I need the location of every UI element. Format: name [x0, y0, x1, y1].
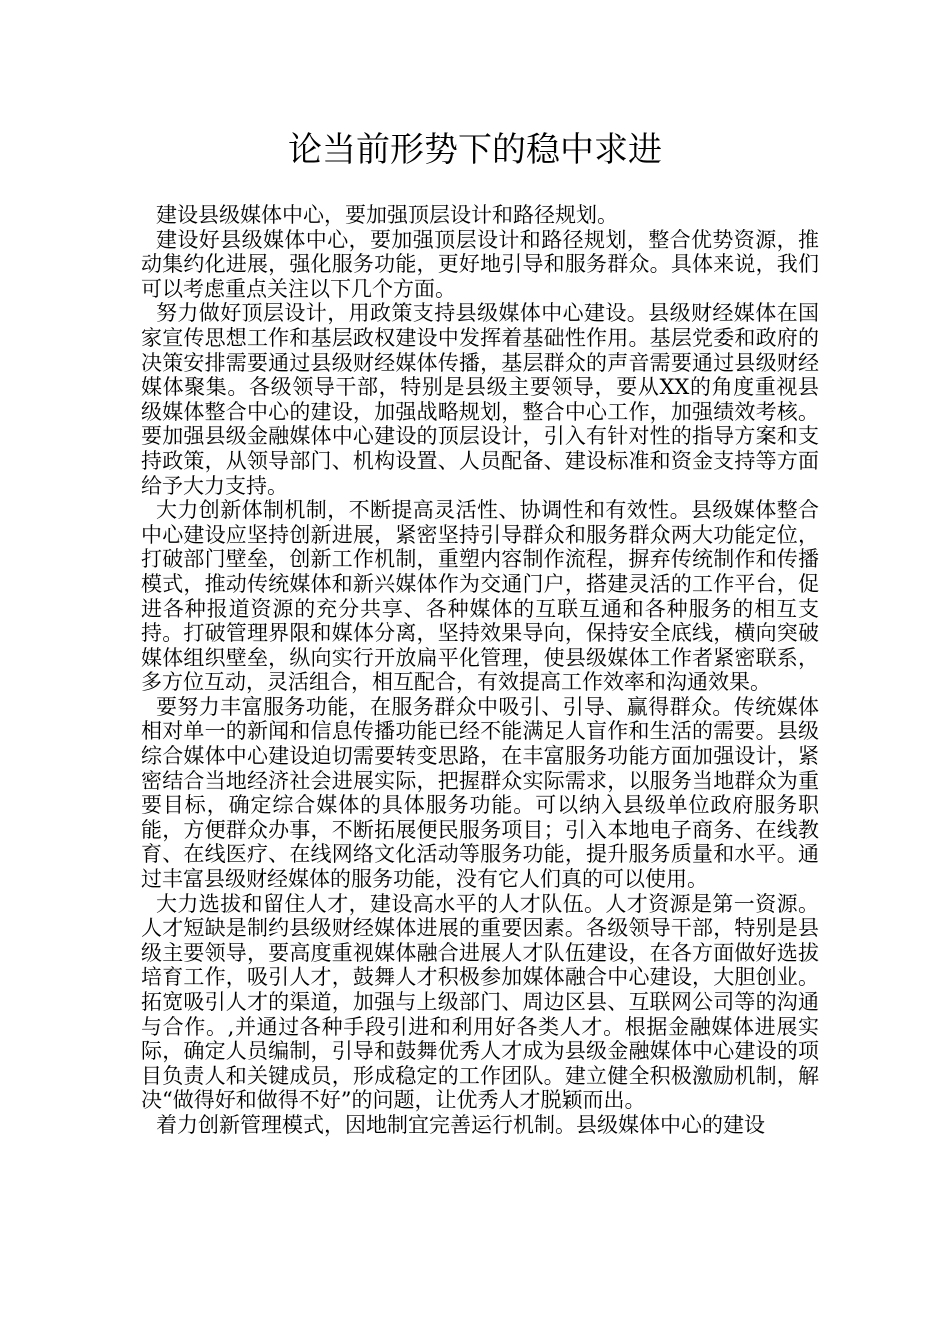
document-title: 论当前形势下的稳中求进 — [288, 130, 662, 170]
paragraph-4: 大力创新体制机制，不断提高灵活性、协调性和有效性。县级媒体整合中心建设应坚持创新进展，紧密坚持引导群众和服务群众两大功能定位，打破部门壁垒，创新工作机制，重塑内容制作流程，摒弃传统制作和传播模式，推动传统媒体和新兴媒体作为交通门户，搭建灵活的工作平台，促进各种报道资源的充分共享、各种媒体的互联互通和各种服务的相互支持。打破管理界限和媒体分离，坚持效果导向，保持安全底线，横向突破媒体组织壁垒，纵向实行开放扁平化管理，使县级媒体工作者紧密联系，多方位互动，灵活组合，相互配合，有效提高工作效率和沟通效果。 — [141, 498, 819, 695]
document-body — [141, 203, 819, 1138]
paragraph-7: 着力创新管理模式，因地制宜完善运行机制。县级媒体中心的建设 — [156, 1112, 765, 1137]
paragraph-5: 要努力丰富服务功能，在服务群众中吸引、引导、赢得群众。传统媒体相对单一的新闻和信息传播功能已经不能满足人盲作和生活的需要。县级综合媒体中心建设迫切需要转变思路，在丰富服务功能方面加强设计，紧密结合当地经济社会进展实际，把握群众实际需求，以服务当地群众为重要目标，确定综合媒体的具体服务功能。可以纳入县级单位政府服务职能，方便群众办事，不断拓展便民服务项目；引入本地电子商务、在线教育、在线医疗、在线网络文化活动等服务功能，提升服务质量和水平。通过丰富县级财经媒体的服务功能，没有它人们真的可以使用。 — [141, 694, 819, 892]
paragraph-6: 大力选拔和留住人才，建设高水平的人才队伍。人才资源是第一资源。人才短缺是制约县级财经媒体进展的重要因素。各级领导干部，特别是县级主要领导，要高度重视媒体融合进展人才队伍建设，在各方面做好选拔培育工作，吸引人才，鼓舞人才积极参加媒体融合中心建设，大胆创业。拓宽吸引人才的渠道，加强与上级部门、周边区县、互联网公司等的沟通与合作。,并通过各种手段引进和利用好各类人才。根据金融媒体进展实际，确定人员编制，引导和鼓舞优秀人才成为县级金融媒体中心建设的项目负责人和关键成员，形成稳定的工作团队。建立健全积极激励机制，解决“做得好和做得不好”的问题，让优秀人才脱颖而出。 — [141, 891, 819, 1113]
paragraph-1: 建设县级媒体中心，要加强顶层设计和路径规划。 — [156, 203, 618, 227]
paragraph-3: 努力做好顶层设计，用政策支持县级媒体中心建设。县级财经媒体在国家宣传思想工作和基层政权建设中发挥着基础性作用。基层党委和政府的决策安排需要通过县级财经媒体传播，基层群众的声音需要通过县级财经媒体聚集。各级领导干部，特别是县级主要领导，要从XX的角度重视县级媒体整合中心的建设，加强战略规划，整合中心工作，加强绩效考核。要加强县级金融媒体中心建设的顶层设计，引入有针对性的指导方案和支持政策，从领导部门、机构设置、人员配备、建设标准和资金支持等方面给予大力支持。 — [141, 301, 819, 498]
paragraph-2: 建设好县级媒体中心，要加强顶层设计和路径规划，整合优势资源，推动集约化进展，强化服务功能，更好地引导和服务群众。具体来说，我们可以考虑重点关注以下几个方面。 — [141, 227, 819, 301]
